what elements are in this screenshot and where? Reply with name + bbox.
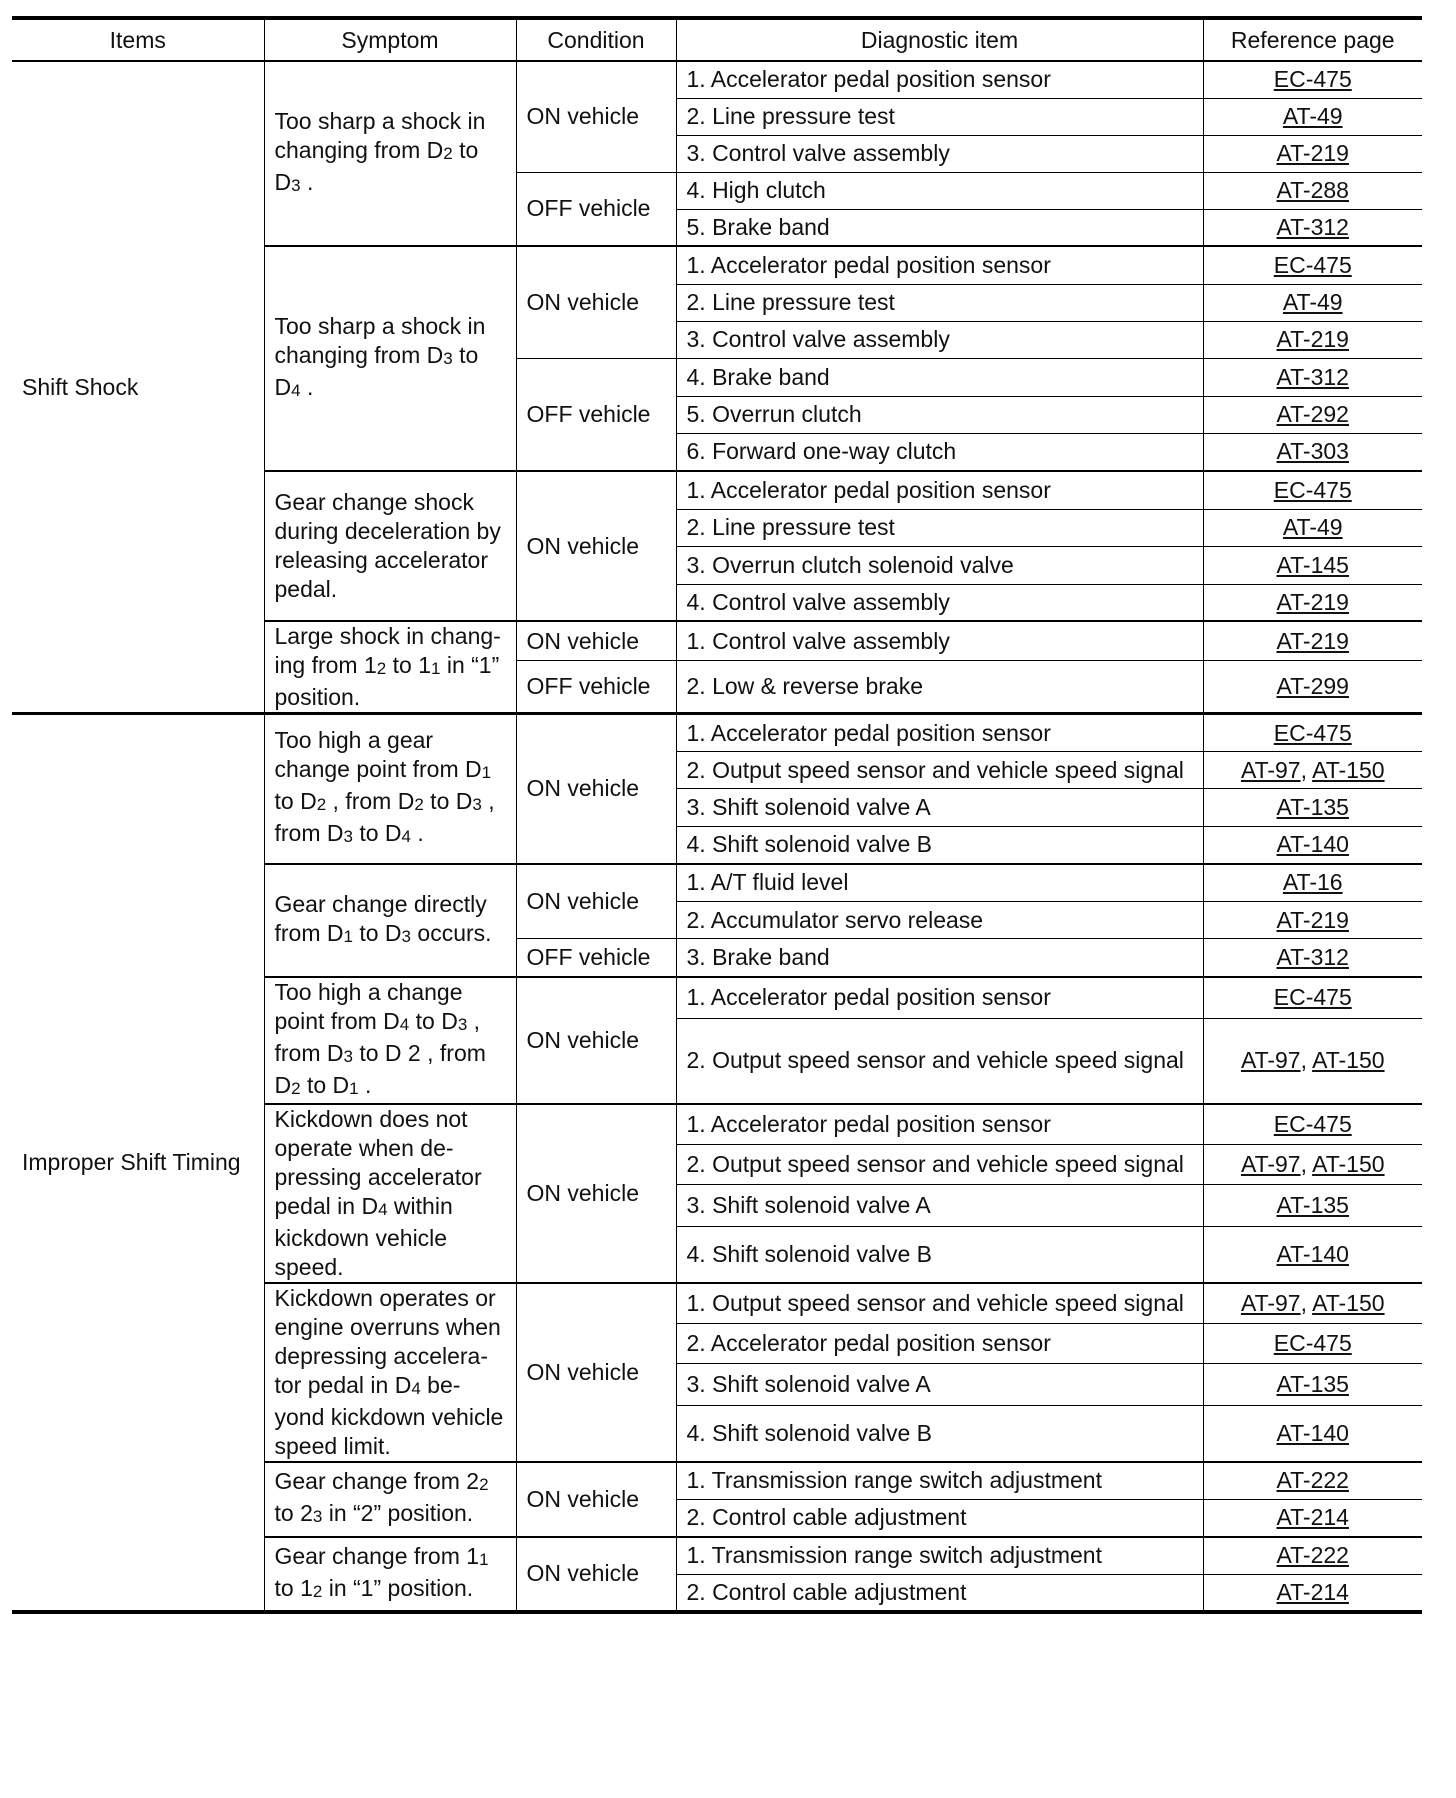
diagnostic-item-cell: 1. Accelerator pedal position sensor <box>676 977 1203 1019</box>
diagnostic-item-cell: 1. Control valve assembly <box>676 621 1203 661</box>
header-reference-page: Reference page <box>1203 18 1422 61</box>
diagnostic-item-cell: 3. Control valve assembly <box>676 135 1203 172</box>
condition-cell: ON vehicle <box>516 1283 676 1462</box>
condition-cell: ON vehicle <box>516 714 676 864</box>
reference-page-cell <box>1203 509 1422 546</box>
items-cell: Improper Shift Timing <box>12 714 264 1612</box>
reference-link[interactable]: AT-97 <box>1240 1151 1301 1178</box>
diagnostic-item-cell: 3. Shift solenoid valve A <box>676 789 1203 827</box>
reference-link[interactable]: AT-312 <box>1276 363 1349 390</box>
reference-link[interactable]: AT-135 <box>1276 1370 1349 1397</box>
reference-link[interactable]: AT-140 <box>1276 1240 1349 1267</box>
diagnostic-item-cell: 2. Accelerator pedal position sensor <box>676 1324 1203 1364</box>
items-cell: Shift Shock <box>12 61 264 714</box>
reference-link[interactable]: AT-312 <box>1276 213 1349 240</box>
diagnostic-item-cell: 2. Low & reverse brake <box>676 661 1203 714</box>
symptom-cell: Gear change from 11 to 12 in “1” position. <box>264 1537 516 1612</box>
diagnostic-item-cell: 2. Control cable adjustment <box>676 1500 1203 1537</box>
diagnostic-item-cell: 2. Accumulator servo release <box>676 902 1203 939</box>
reference-page-cell <box>1203 246 1422 284</box>
diagnostic-item-cell: 4. Shift solenoid valve B <box>676 1405 1203 1461</box>
diagnosis-table <box>12 16 1422 1614</box>
diagnostic-item-cell: 1. Transmission range switch adjustment <box>676 1537 1203 1575</box>
symptom-cell: Gear change shock during deceleration by releasing accelerator pedal. <box>264 471 516 621</box>
reference-page-cell <box>1203 1462 1422 1500</box>
symptom-cell: Too sharp a shock in changing from D3 to D4 . <box>264 246 516 471</box>
condition-cell: ON vehicle <box>516 246 676 358</box>
reference-link[interactable]: EC-475 <box>1273 984 1352 1011</box>
reference-page-cell <box>1203 1104 1422 1145</box>
table-body <box>12 61 1422 1612</box>
reference-link[interactable]: AT-288 <box>1276 177 1349 203</box>
reference-page-cell <box>1203 135 1422 172</box>
diagnostic-item-cell: 1. Accelerator pedal position sensor <box>676 61 1203 98</box>
diagnostic-item-cell: 3. Shift solenoid valve A <box>676 1185 1203 1226</box>
condition-cell: ON vehicle <box>516 1104 676 1283</box>
symptom-cell: Too high a gear change point from D1 to D2 , from D2 to D3 , from D3 to D4 . <box>264 714 516 864</box>
reference-page-cell <box>1203 902 1422 939</box>
reference-page-cell <box>1203 939 1422 977</box>
diagnostic-item-cell: 2. Line pressure test <box>676 284 1203 321</box>
reference-page-cell <box>1203 977 1422 1019</box>
reference-page-cell <box>1203 1226 1422 1282</box>
reference-link[interactable]: AT-135 <box>1276 794 1349 820</box>
reference-link[interactable]: EC-475 <box>1273 251 1352 278</box>
reference-page-cell <box>1203 98 1422 135</box>
reference-link[interactable]: EC-475 <box>1273 66 1352 93</box>
condition-cell: ON vehicle <box>516 471 676 621</box>
diagnostic-item-cell: 5. Overrun clutch <box>676 396 1203 433</box>
diagnostic-item-cell: 2. Line pressure test <box>676 98 1203 135</box>
condition-cell: ON vehicle <box>516 61 676 172</box>
diagnostic-item-cell: 2. Output speed sensor and vehicle speed signal <box>676 752 1203 789</box>
reference-link[interactable]: AT-299 <box>1276 673 1349 700</box>
reference-page-cell <box>1203 209 1422 246</box>
reference-page-cell <box>1203 61 1422 98</box>
symptom-cell: Kickdown operates or engine overruns when depressing accelera-tor pedal in D4 be-yond kickdown vehicle speed limit. <box>264 1283 516 1462</box>
diagnostic-item-cell: 2. Control cable adjustment <box>676 1575 1203 1612</box>
condition-cell: ON vehicle <box>516 977 676 1104</box>
reference-link[interactable]: AT-219 <box>1276 326 1349 352</box>
condition-cell: OFF vehicle <box>516 661 676 714</box>
symptom-cell: Too sharp a shock in changing from D2 to D3 . <box>264 61 516 246</box>
reference-link[interactable]: AT-140 <box>1276 1419 1349 1446</box>
reference-page-cell <box>1203 714 1422 752</box>
reference-link[interactable]: AT-97 <box>1240 1289 1301 1316</box>
reference-link[interactable]: AT-219 <box>1276 906 1349 933</box>
condition-cell: ON vehicle <box>516 1462 676 1537</box>
diagnostic-item-cell: 4. High clutch <box>676 172 1203 209</box>
reference-link[interactable]: AT-214 <box>1276 1504 1349 1531</box>
reference-page-cell <box>1203 546 1422 584</box>
diagnostic-item-cell: 4. Control valve assembly <box>676 584 1203 621</box>
reference-link[interactable]: AT-312 <box>1276 943 1349 970</box>
reference-link[interactable]: AT-49 <box>1282 514 1343 540</box>
reference-link[interactable]: AT-150 <box>1312 756 1385 783</box>
diagnostic-item-cell: 2. Output speed sensor and vehicle speed signal <box>676 1018 1203 1103</box>
reference-page-cell <box>1203 1324 1422 1364</box>
condition-cell: OFF vehicle <box>516 358 676 471</box>
diagnostic-item-cell: 4. Brake band <box>676 358 1203 396</box>
reference-link[interactable]: AT-49 <box>1282 289 1343 315</box>
symptom-cell: Gear change from 22 to 23 in “2” position. <box>264 1462 516 1537</box>
header-symptom: Symptom <box>264 18 516 61</box>
diagnostic-item-cell: 5. Brake band <box>676 209 1203 246</box>
reference-link[interactable]: AT-292 <box>1276 401 1349 427</box>
reference-page-cell: AT-97, AT-150 <box>1203 1283 1422 1324</box>
reference-link[interactable]: AT-222 <box>1276 1467 1349 1494</box>
reference-page-cell <box>1203 584 1422 621</box>
reference-link[interactable]: AT-214 <box>1276 1578 1349 1605</box>
reference-link[interactable]: AT-150 <box>1312 1289 1385 1316</box>
condition-cell: ON vehicle <box>516 864 676 939</box>
reference-page-cell <box>1203 1405 1422 1461</box>
reference-page-cell <box>1203 1500 1422 1537</box>
reference-link[interactable]: AT-97 <box>1240 756 1301 783</box>
reference-page-cell <box>1203 172 1422 209</box>
table-header-row <box>12 18 1422 61</box>
condition-cell: ON vehicle <box>516 621 676 661</box>
reference-link[interactable]: AT-140 <box>1276 831 1349 858</box>
symptom-cell: Gear change directly from D1 to D3 occurs. <box>264 864 516 977</box>
diagnostic-item-cell: 1. Transmission range switch adjustment <box>676 1462 1203 1500</box>
diagnostic-item-cell: 2. Output speed sensor and vehicle speed signal <box>676 1145 1203 1185</box>
reference-page-cell: AT-97, AT-150 <box>1203 1145 1422 1185</box>
diagnostic-item-cell: 1. A/T fluid level <box>676 864 1203 902</box>
header-diagnostic-item: Diagnostic item <box>676 18 1203 61</box>
diagnostic-item-cell: 1. Accelerator pedal position sensor <box>676 714 1203 752</box>
diagnostic-item-cell: 3. Brake band <box>676 939 1203 977</box>
reference-page-cell <box>1203 358 1422 396</box>
reference-page-cell <box>1203 789 1422 827</box>
reference-link[interactable]: AT-219 <box>1276 588 1349 615</box>
symptom-cell: Too high a change point from D4 to D3 , from D3 to D 2 , from D2 to D1 . <box>264 977 516 1104</box>
reference-link[interactable]: AT-49 <box>1282 103 1343 129</box>
reference-link[interactable]: AT-219 <box>1276 627 1349 654</box>
diagnostic-item-cell: 3. Overrun clutch solenoid valve <box>676 546 1203 584</box>
reference-page-cell <box>1203 321 1422 358</box>
reference-link[interactable]: AT-150 <box>1312 1151 1385 1178</box>
diagnostic-item-cell: 6. Forward one-way clutch <box>676 433 1203 471</box>
reference-page-cell: AT-97, AT-150 <box>1203 1018 1422 1103</box>
reference-page-cell <box>1203 827 1422 864</box>
reference-page-cell <box>1203 621 1422 661</box>
diagnostic-item-cell: 1. Accelerator pedal position sensor <box>676 471 1203 509</box>
table-row <box>12 714 1422 752</box>
condition-cell: OFF vehicle <box>516 172 676 246</box>
reference-page-cell <box>1203 661 1422 714</box>
diagnostic-item-cell: 1. Accelerator pedal position sensor <box>676 246 1203 284</box>
reference-page-cell <box>1203 1185 1422 1226</box>
reference-page-cell <box>1203 284 1422 321</box>
symptom-cell: Large shock in chang-ing from 12 to 11 in “1” position. <box>264 621 516 714</box>
diagnostic-item-cell: 4. Shift solenoid valve B <box>676 1226 1203 1282</box>
diagnosis-table-page <box>12 16 1422 1614</box>
reference-page-cell <box>1203 471 1422 509</box>
condition-cell: ON vehicle <box>516 1537 676 1612</box>
reference-page-cell <box>1203 1575 1422 1612</box>
reference-link[interactable]: AT-303 <box>1276 438 1349 465</box>
reference-link[interactable]: AT-16 <box>1282 869 1343 896</box>
reference-link[interactable]: EC-475 <box>1273 1330 1352 1357</box>
reference-link[interactable]: EC-475 <box>1273 719 1352 746</box>
diagnostic-item-cell: 1. Output speed sensor and vehicle speed signal <box>676 1283 1203 1324</box>
reference-page-cell: AT-97, AT-150 <box>1203 752 1422 789</box>
reference-link[interactable]: EC-475 <box>1273 1110 1352 1137</box>
diagnostic-item-cell: 3. Control valve assembly <box>676 321 1203 358</box>
reference-page-cell <box>1203 433 1422 471</box>
reference-link[interactable]: AT-97 <box>1240 1047 1301 1074</box>
reference-page-cell <box>1203 1537 1422 1575</box>
reference-link[interactable]: AT-219 <box>1276 140 1349 166</box>
reference-link[interactable]: EC-475 <box>1273 476 1352 503</box>
reference-page-cell <box>1203 396 1422 433</box>
reference-page-cell <box>1203 864 1422 902</box>
symptom-cell: Kickdown does not operate when de-pressing accelerator pedal in D4 within kickdown vehicle speed. <box>264 1104 516 1283</box>
reference-link[interactable]: AT-150 <box>1312 1047 1385 1074</box>
diagnostic-item-cell: 3. Shift solenoid valve A <box>676 1364 1203 1405</box>
reference-link[interactable]: AT-135 <box>1276 1191 1349 1218</box>
condition-cell: OFF vehicle <box>516 939 676 977</box>
diagnostic-item-cell: 4. Shift solenoid valve B <box>676 827 1203 864</box>
reference-page-cell <box>1203 1364 1422 1405</box>
reference-link[interactable]: AT-222 <box>1276 1542 1349 1569</box>
header-items: Items <box>12 18 264 61</box>
reference-link[interactable]: AT-145 <box>1276 551 1349 578</box>
table-row <box>12 61 1422 98</box>
diagnostic-item-cell: 2. Line pressure test <box>676 509 1203 546</box>
diagnostic-item-cell: 1. Accelerator pedal position sensor <box>676 1104 1203 1145</box>
header-condition: Condition <box>516 18 676 61</box>
